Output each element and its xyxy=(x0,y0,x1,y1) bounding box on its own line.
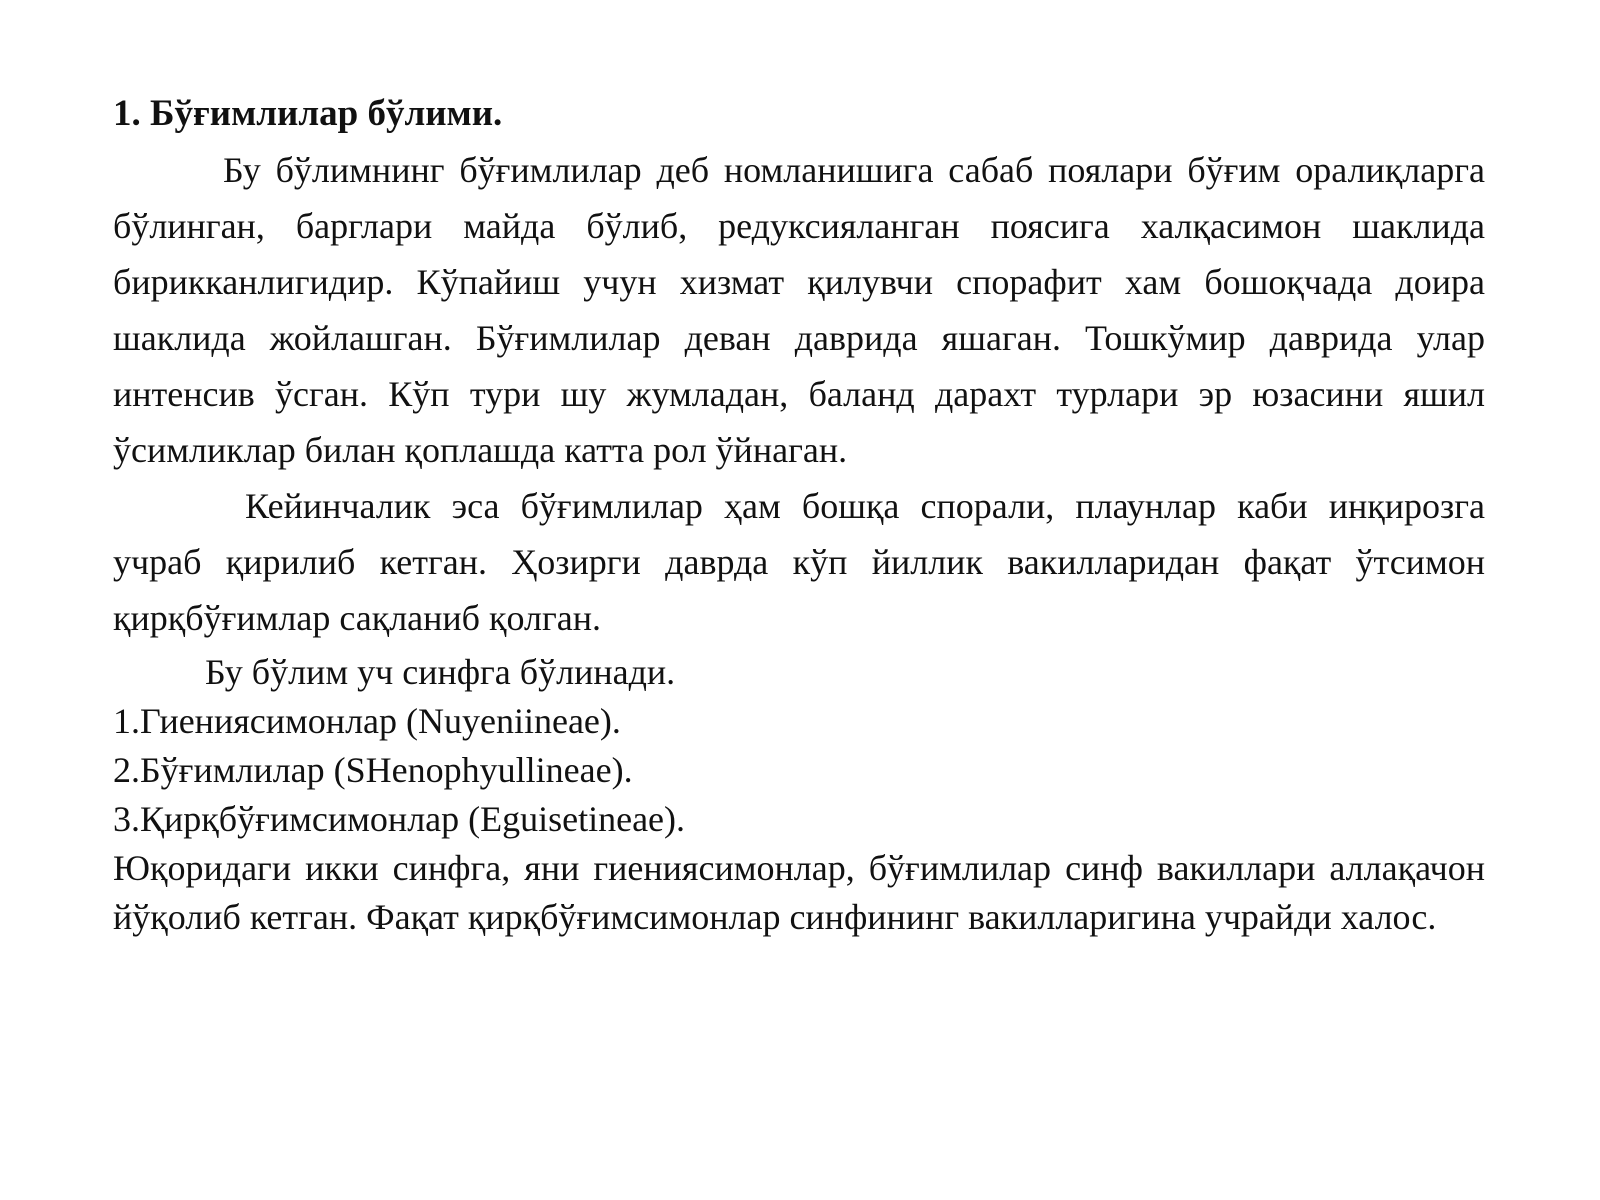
list-item: 3.Қирқбўғимсимонлар (Eguisetineae). xyxy=(113,799,686,839)
list-item: 1.Гиениясимонлар (Nuyeniineae). xyxy=(113,701,621,741)
document-page xyxy=(113,86,1485,942)
paragraph-conclusion: Юқоридаги икки синфга, яни гиениясимонлар, бўғимлилар синф вакиллари аллақачон йўқолиб кетган. Фақат қирқбўғимсимонлар синфининг вакилларигина учрайди халос. xyxy=(113,848,1485,937)
list-item: 2.Бўғимлилар (SHenophyullineae). xyxy=(113,750,633,790)
section-heading: 1. Бўғимлилар бўлими. xyxy=(113,93,503,134)
classes-list xyxy=(113,697,1485,844)
paragraph-description: Бу бўлимнинг бўғимлилар деб номланишига сабаб поялари бўғим оралиқларга бўлинган, барглари майда бўлиб, редуксияланган поясига халқасимон шаклида бирикканлигидир. Кўпайиш учун хизмат қилувчи спорафит хам бошоқчада доира шаклида жойлашган. Бўғимлилар деван даврида яшаган. Тошкўмир даврида улар интенсив ўсган. Кўп тури шу жумладан, баланд дарахт турлари эр юзасини яшил ўсимликлар билан қоплашда катта рол ўйнаган. xyxy=(113,150,1485,470)
paragraph-decline: Кейинчалик эса бўғимлилар ҳам бошқа спорали, плаунлар каби инқирозга учраб қирилиб кетган. Ҳозирги даврда кўп йиллик вакилларидан фақат ўтсимон қирқбўғимлар сақланиб қолган. xyxy=(113,486,1485,638)
classes-intro: Бу бўлим уч синфга бўлинади. xyxy=(205,652,676,692)
